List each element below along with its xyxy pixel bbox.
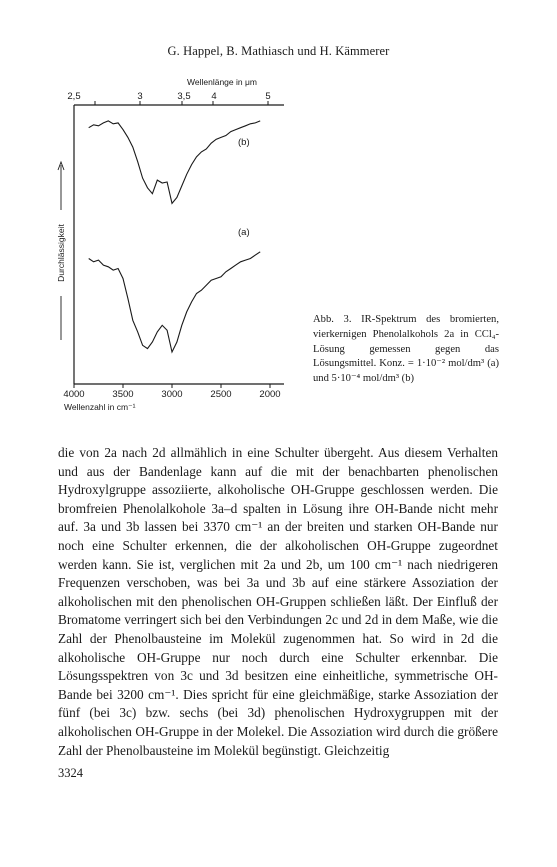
bottom-tick-label: 3000 — [161, 389, 183, 400]
page-number: 3324 — [58, 766, 83, 780]
curve-label-a: (a) — [238, 227, 250, 238]
y-axis-title: Durchlässigkeit — [56, 224, 66, 282]
bottom-tick-label: 2500 — [210, 389, 232, 400]
bottom-tick-label: 2000 — [259, 389, 281, 400]
ir-spectrum-figure — [0, 0, 557, 430]
y-axis-title-group — [56, 162, 66, 340]
body-text — [58, 444, 498, 760]
top-tick-label: 4 — [211, 91, 217, 102]
spectrum-curve-a — [89, 252, 261, 352]
bottom-ticks — [63, 384, 280, 400]
top-tick-label: 3 — [137, 91, 143, 102]
figure-caption — [313, 313, 499, 387]
running-head: G. Happel, B. Mathiasch und H. Kämmerer — [167, 44, 390, 58]
top-tick-label: 2,5 — [67, 91, 81, 102]
top-axis-title: Wellenlänge in μm — [187, 77, 257, 87]
bottom-axis-title: Wellenzahl in cm⁻¹ — [64, 402, 136, 412]
bottom-tick-label: 3500 — [112, 389, 134, 400]
bottom-tick-label: 4000 — [63, 389, 85, 400]
top-tick-label: 3,5 — [177, 91, 191, 102]
figure-caption-text: Abb. 3. IR-Spektrum des bromierten, vierkernigen Phenolalkohols 2a in CCl₄-Lösung gemessen gegen das Lösungsmittel. Konz. = 1·10⁻² mol/dm³ (a) und 5·10⁻⁴ mol/dm³ (b) — [313, 314, 499, 385]
spectrum-curve-b — [89, 121, 261, 203]
body-paragraph: die von 2a nach 2d allmählich in eine Schulter übergeht. Aus diesem Verhalten und aus der Bandenlage kann auf die mit der benachbarten phenolischen Hydroxylgruppe assoziierte, alkoholische OH-Gruppe geschlossen werden. Die bromfreien Phenolalkohole 3a–d spalten in Lösung ihre OH-Bande nicht mehr auf. 3a und 3b lassen bei 3370 cm⁻¹ an der breiten und starken OH-Bande nur noch eine Schulter erkennen, die der alkoholischen OH-Gruppe zugeordnet werden kann. Sie ist, verglichen mit 2a und 2b, um 100 cm⁻¹ nach niedrigeren Frequenzen verschoben, was bei 3a und 3b auf eine stärkere Assoziation der alkoholischen mit den phenolischen OH-Gruppen schließen läßt. Der Einfluß der Bromatome verringert sich bei den Verbindungen 2c und 2d in dem Maße, wie die Zahl der Phenolbausteine im Molekül zugenommen hat. So wird in 2d die alkoholische OH-Gruppe nur noch durch eine Schulter erkennbar. Die Lösungsspektren von 3c und 3d besitzen eine einheitliche, symmetrische OH-Bande bei 3200 cm⁻¹. Dies spricht für eine gleichmäßige, starke Assoziation der fünf (bei 3c) bzw. sechs (bei 3d) phenolischen Hydroxygruppen mit der alkoholischen OH-Gruppe in der Molekel. Die Assoziation wird durch die größere Zahl der Phenolbausteine im Molekül begünstigt. Gleichzeitig — [58, 445, 498, 758]
curve-label-b: (b) — [238, 137, 250, 148]
top-tick-label: 5 — [265, 91, 271, 102]
top-ticks — [67, 91, 270, 105]
